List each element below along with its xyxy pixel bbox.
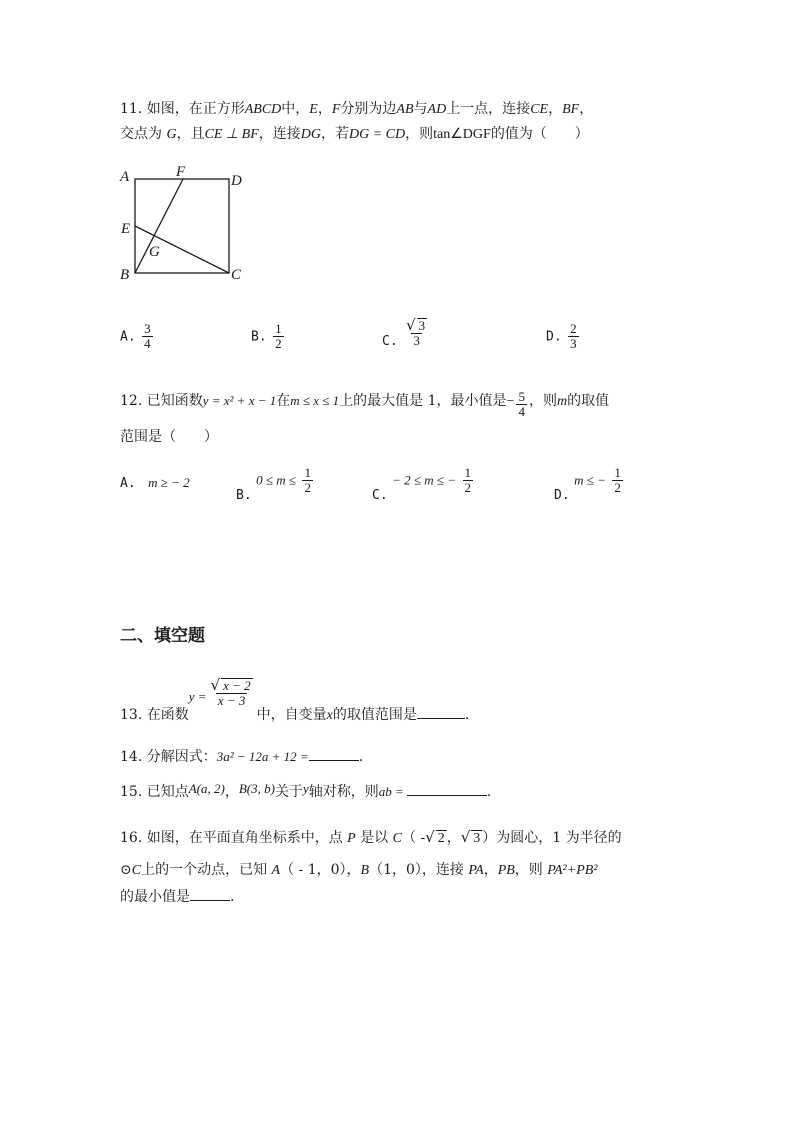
q11-option-a[interactable]: A. $\frac{3}{4}$ xyxy=(120,321,151,351)
label-e: E xyxy=(121,221,131,237)
q16-answer-blank[interactable] xyxy=(190,900,230,901)
q13-line: 13. 在函数y = $\frac{√ x - 2}{x - 3}$ 中，自变量x的取值范围是 . xyxy=(120,676,470,723)
q16-line1: 16. 如图，在平面直角坐标系中，点 P 是以 C（ -√ 2 ，√ 3 ）为圆心，1 为半径的 xyxy=(120,828,622,846)
q12-option-d[interactable]: D. m ≤ − $\frac{1}{2}$ xyxy=(554,465,621,503)
label-b: B xyxy=(120,267,130,283)
section-heading-fill-in: 二、填空题 xyxy=(120,626,205,646)
q11-option-c[interactable]: C. $\frac{√ 3}{3}$ xyxy=(382,316,426,349)
q15-answer-blank[interactable] xyxy=(407,795,487,796)
q16-line2: ⊙C上的一个动点，已知 A（ - 1，0），B（1，0），连接 PA，PB，则 PA²+PB² xyxy=(120,862,598,878)
label-g: G xyxy=(149,244,160,260)
q12-option-c[interactable]: C. − 2 ≤ m ≤ − $\frac{1}{2}$ xyxy=(372,465,472,503)
q11-option-d[interactable]: D. $\frac{2}{3}$ xyxy=(546,321,577,351)
q16-line3: 的最小值是 . xyxy=(120,889,235,905)
label-f: F xyxy=(176,164,186,180)
q14-answer-blank[interactable] xyxy=(309,760,359,761)
q13-answer-blank[interactable] xyxy=(417,718,465,719)
q12-option-b[interactable]: B. 0 ≤ m ≤ $\frac{1}{2}$ xyxy=(236,465,311,503)
q14-line: 14. 分解因式：3a² − 12a + 12 = . xyxy=(120,749,364,765)
q11-square-figure xyxy=(110,160,260,285)
q12-line1: 12. 已知函数y = x² + x − 1在m ≤ x ≤ 1上的最大值是 1，最小值是− $\frac{5}{4}$ ，则m的取值 xyxy=(120,389,610,419)
label-d: D xyxy=(231,173,242,189)
label-a: A xyxy=(120,169,130,185)
q12-line2: 范围是（ ） xyxy=(120,429,218,445)
q12-option-a[interactable]: A. m ≥ − 2 xyxy=(120,475,190,491)
q11-option-b[interactable]: B. $\frac{1}{2}$ xyxy=(251,321,282,351)
q15-line: 15. 已知点A(a, 2)，B(3, b)关于y轴对称，则ab = . xyxy=(120,781,492,800)
q11-line1: 11. 如图，在正方形ABCD中，E，F分别为边AB与AD上一点，连接CE，BF， xyxy=(120,101,594,117)
q11-line2: 交点为 G，且CE ⊥ BF，连接DG，若DG = CD，则tan∠DGF的值为（ ） xyxy=(120,126,589,142)
label-c: C xyxy=(231,267,242,283)
